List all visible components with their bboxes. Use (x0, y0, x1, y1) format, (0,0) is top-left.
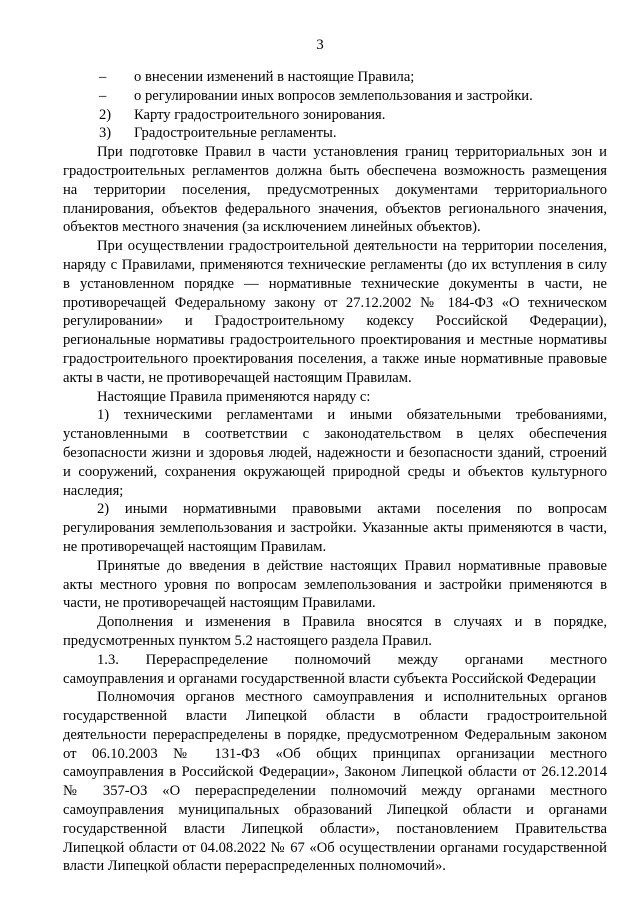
text-line: градостроительного проектирования поселения, а также иные нормативные правовые (63, 350, 607, 367)
text-line: власти Липецкой области перераспределенных полномочий». (63, 858, 446, 875)
text-line: планирования, объектов федерального значения, объектов регионального значения, (63, 200, 607, 217)
text-line: безопасности жизни и здоровья людей, надежности и безопасности зданий, строений (63, 444, 607, 461)
text-line: регулировании» и Градостроительному кодексу Российской Федерации), (63, 313, 607, 330)
text-line: установленными в соответствии с законодательством в целях обеспечения (63, 426, 607, 443)
section-heading-continued: самоуправления и органами государственной власти субъекта Российской Федерации (63, 670, 596, 687)
list-marker: – (99, 87, 107, 104)
text-line: от 06.10.2003 № 131-ФЗ «Об общих принципах организации местного (63, 745, 607, 762)
text-line: самоуправления муниципальных образований Липецкой области и органами (63, 802, 607, 819)
text-line: на территории поселения, предусмотренных документами территориального (63, 181, 607, 198)
list-item-text: Градостроительные регламенты. (134, 125, 337, 142)
text-line: государственной власти Липецкой области», постановлением Правительства (63, 820, 607, 837)
list-item (63, 106, 607, 125)
text-line: части, не противоречащей настоящим Правилами. (63, 595, 376, 612)
list-item (63, 87, 607, 106)
list-item-text: о внесении изменений в настоящие Правила; (134, 69, 415, 85)
text-line: государственной власти Липецкой области в области градостроительной (63, 708, 607, 725)
section-heading: 1.3. Перераспределение полномочий между органами местного (97, 651, 607, 668)
text-line: самоуправления в Российской Федерации», Законом Липецкой области от 26.12.2014 (63, 764, 607, 781)
text-line: акты местного уровня по вопросам землепользования и застройки применяются в (63, 576, 607, 593)
text-line: наследия; (63, 482, 124, 499)
page-number: 3 (316, 37, 324, 53)
list-item (63, 68, 607, 87)
text-line: Принятые до введения в действие настоящих Правил нормативные правовые (97, 557, 607, 574)
text-line: предусмотренных пунктом 5.2 настоящего раздела Правил. (63, 632, 432, 649)
text-line: При подготовке Правил в части установления границ территориальных зон и (97, 144, 607, 161)
text-line: При осуществлении градостроительной деятельности на территории поселения, (97, 238, 607, 255)
document-body (63, 68, 607, 876)
list-marker: – (99, 69, 107, 85)
text-line: 2) иными нормативными правовыми актами поселения по вопросам (97, 501, 607, 518)
text-line: не противоречащей настоящим Правилам. (63, 538, 327, 555)
list-marker: 2) (99, 106, 112, 123)
text-line: регулирования землепользования и застройки. Указанные акты применяются в части, (63, 520, 607, 537)
list-item-text: Карту градостроительного зонирования. (134, 106, 386, 123)
text-line: и сооружений, сохранения окружающей природной среды и объектов культурного (63, 463, 607, 480)
text-line: Липецкой области от 04.08.2022 № 67 «Об осуществлении органами государственной (63, 839, 607, 856)
list-item (63, 124, 607, 143)
text-line: объектов местного значения (за исключением линейных объектов). (63, 219, 481, 236)
text-line: Полномочия органов местного самоуправления и исполнительных органов (97, 689, 607, 706)
text-line: Дополнения и изменения в Правила вносятся в случаях и в порядке, (97, 614, 607, 631)
text-line: в установленном порядке — нормативные технические документы в части, не (63, 275, 607, 292)
text-line: акты в части, не противоречащей настоящим Правилам. (63, 369, 412, 386)
text-line: наряду с Правилами, применяются технические регламенты (до их вступления в силу (63, 256, 607, 273)
text-line: Настоящие Правила применяются наряду с: (97, 388, 371, 405)
list-marker: 3) (99, 125, 112, 142)
list-item-text: о регулировании иных вопросов землепользования и застройки. (134, 87, 533, 104)
text-line: деятельности перераспределены в порядке, предусмотренном Федеральным законом (63, 726, 607, 743)
text-line: градостроительных регламентов должна быть обеспечена возможность размещения (63, 162, 607, 179)
text-line: № 357-ОЗ «О перераспределении полномочий между органами местного (63, 783, 607, 800)
text-line: 1) техническими регламентами и иными обязательными требованиями, (97, 407, 607, 424)
text-line: противоречащей Федеральному закону от 27.12.2002 № 184-ФЗ «О техническом (63, 294, 607, 311)
text-line: региональные нормативы градостроительного проектирования и местные нормативы (63, 332, 607, 349)
